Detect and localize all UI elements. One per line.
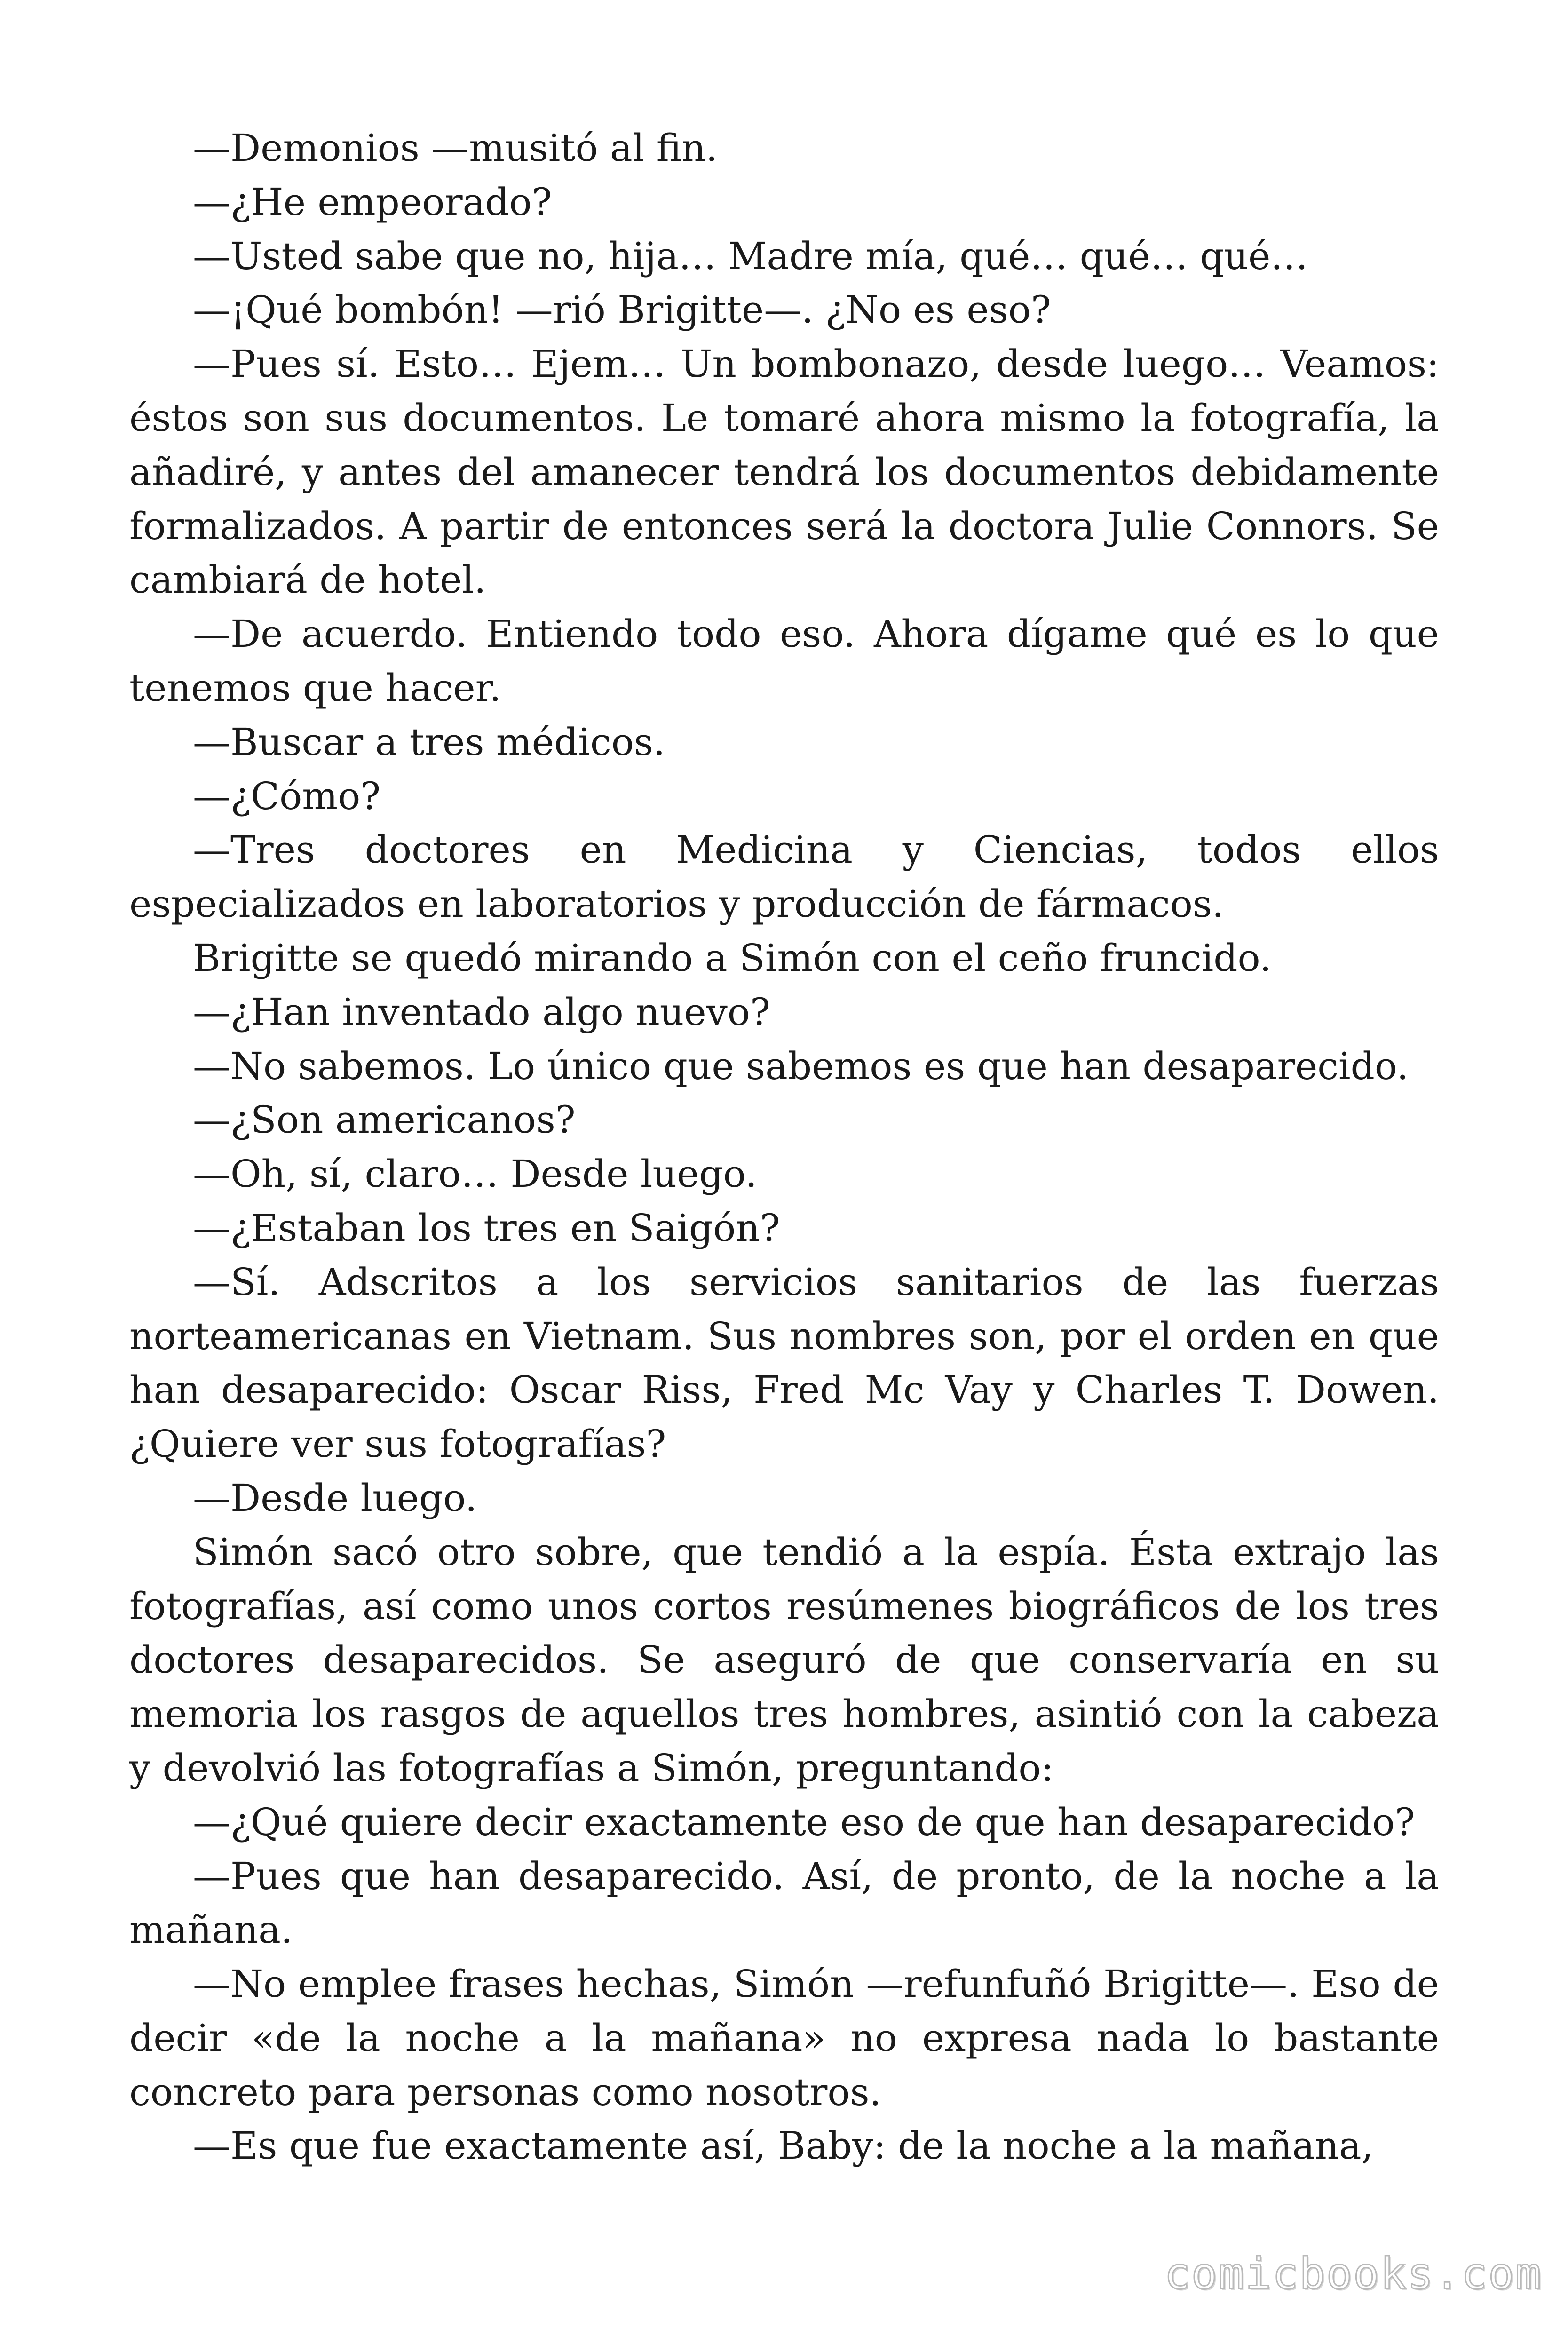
paragraph: —Pues sí. Esto… Ejem… Un bombonazo, desde luego… Veamos: éstos son sus documentos. Le tomaré ahora mismo la fotografía, la añadiré, y antes del amanecer tendrá los documentos debidamente formalizados. A partir de entonces será la doctora Julie Connors. Se cambiará de hotel. — [129, 342, 1439, 602]
paragraph: —¿Son americanos? — [193, 1098, 576, 1142]
paragraph: —Tres doctores en Medicina y Ciencias, todos ellos especializados en laboratorios y producción de fármacos. — [129, 828, 1439, 926]
paragraph: Simón sacó otro sobre, que tendió a la espía. Ésta extrajo las fotografías, así como unos cortos resúmenes biográficos de los tres doctores desaparecidos. Se aseguró de que conservaría en su memoria los rasgos de aquellos tres hombres, asintió con la cabeza y devolvió las fotografías a Simón, preguntando: — [129, 1530, 1439, 1790]
watermark: comicbooks.com — [1164, 2249, 1542, 2299]
paragraph: —¿Qué quiere decir exactamente eso de que han desaparecido? — [193, 1800, 1415, 1844]
paragraph: —¡Qué bombón! —rió Brigitte—. ¿No es eso? — [193, 288, 1051, 332]
paragraph: —Oh, sí, claro… Desde luego. — [193, 1152, 757, 1196]
paragraph: —Desde luego. — [193, 1476, 477, 1520]
paragraph: —Es que fue exactamente así, Baby: de la noche a la mañana, — [193, 2124, 1373, 2168]
paragraph: —Sí. Adscritos a los servicios sanitarios de las fuerzas norteamericanas en Vietnam. Sus nombres son, por el orden en que han desaparecido: Oscar Riss, Fred Mc Vay y Charles T. Dowen. ¿Quiere ver sus fotografías? — [129, 1260, 1439, 1466]
paragraph: —Pues que han desaparecido. Así, de pronto, de la noche a la mañana. — [129, 1854, 1439, 1952]
paragraph: —No sabemos. Lo único que sabemos es que han desaparecido. — [193, 1044, 1409, 1088]
paragraph: —De acuerdo. Entiendo todo eso. Ahora dígame qué es lo que tenemos que hacer. — [129, 612, 1439, 710]
paragraph: —¿Estaban los tres en Saigón? — [193, 1206, 780, 1250]
paragraph: Brigitte se quedó mirando a Simón con el ceño fruncido. — [193, 936, 1272, 980]
paragraph: —¿He empeorado? — [193, 180, 552, 224]
paragraph: —¿Han inventado algo nuevo? — [193, 990, 770, 1034]
paragraph: —Usted sabe que no, hija… Madre mía, qué… qué… qué… — [193, 234, 1308, 278]
paragraph: —Demonios —musitó al fin. — [193, 126, 718, 170]
paragraph: —¿Cómo? — [193, 774, 381, 818]
body-text — [129, 121, 1439, 2173]
paragraph: —Buscar a tres médicos. — [193, 720, 665, 764]
paragraph: —No emplee frases hechas, Simón —refunfuñó Brigitte—. Eso de decir «de la noche a la mañana» no expresa nada lo bastante concreto para personas como nosotros. — [129, 1962, 1439, 2114]
